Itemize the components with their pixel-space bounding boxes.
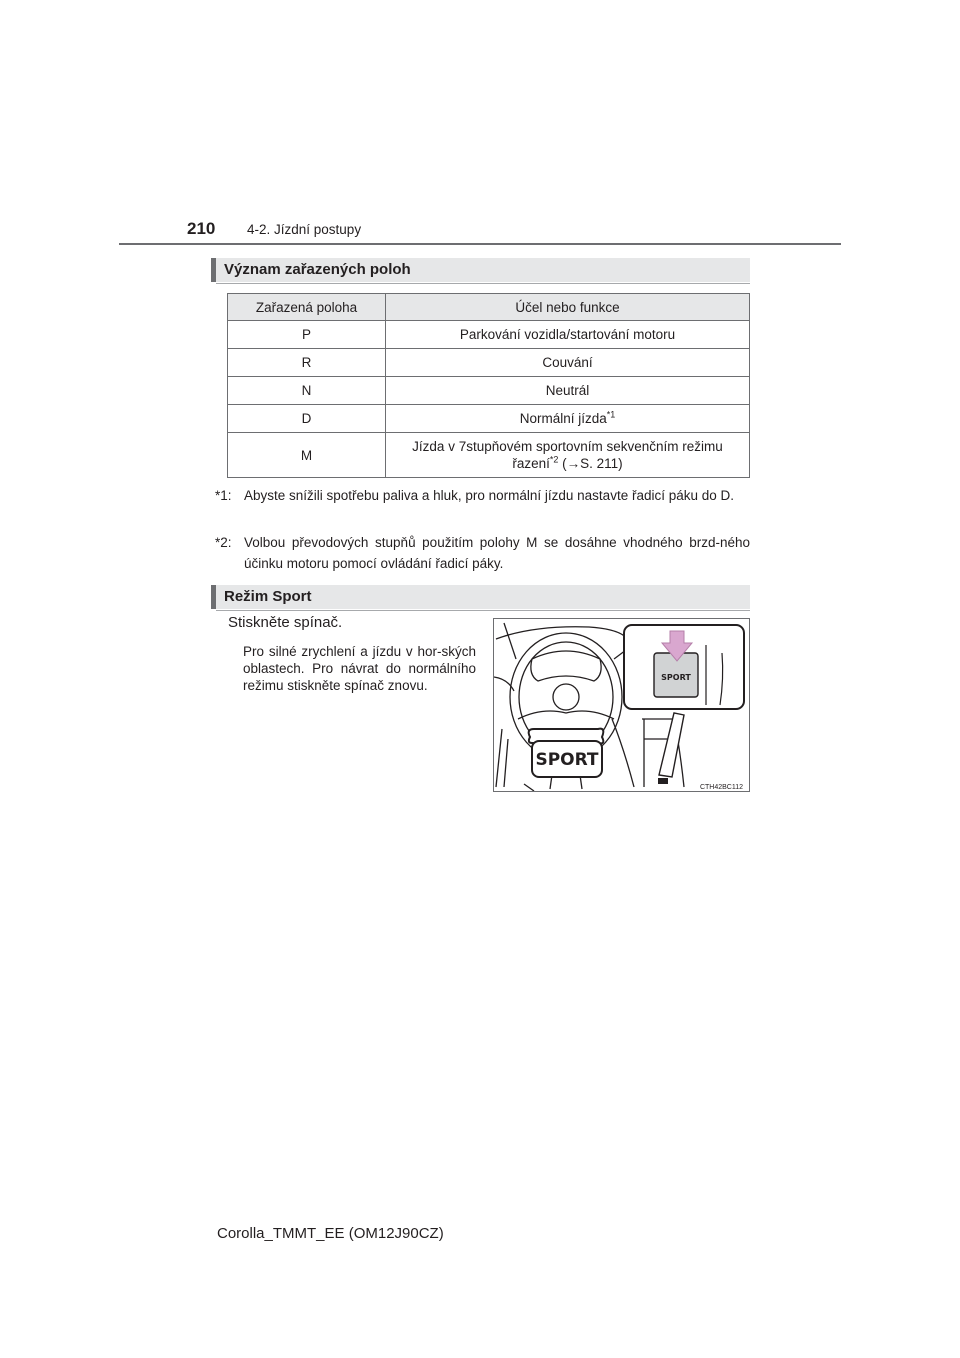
page-number: 210 — [187, 219, 216, 238]
section-title: 4-2. Jízdní postupy — [247, 222, 362, 237]
gear-position-cell: M — [228, 433, 386, 478]
sport-switch-label: SPORT — [661, 673, 691, 682]
callout-pointer — [659, 713, 684, 777]
heading-underline — [216, 283, 750, 284]
col-header-function: Účel nebo funkce — [386, 294, 750, 321]
gear-position-cell: P — [228, 321, 386, 349]
illustration-code: CTH42BC112 — [699, 784, 743, 791]
gear-positions-heading — [211, 258, 750, 282]
table-row — [228, 349, 750, 377]
sport-mode-heading-text: Režim Sport — [224, 588, 312, 605]
instruction-text: Stiskněte spínač. — [228, 614, 343, 631]
footnote-2 — [215, 532, 750, 576]
function-text: Normální jízda — [519, 411, 607, 426]
gear-function-cell — [386, 405, 750, 433]
table-row — [228, 405, 750, 433]
col-header-position: Zařazená poloha — [228, 294, 386, 321]
footnote-mark: *1: — [215, 488, 232, 503]
table-row — [228, 321, 750, 349]
function-text-line1: Jízda v 7stupňovém sportovním sekvenčním režimu — [412, 439, 723, 454]
header-rule — [119, 243, 841, 245]
footnote-text: Abyste snížili spotřebu paliva a hluk, pro normální jízdu nastavte řadicí páku do D. — [244, 488, 735, 503]
gear-position-cell: R — [228, 349, 386, 377]
table-header-row — [228, 294, 750, 321]
footnote-mark: *2: — [215, 535, 232, 550]
manual-id-footer: Corolla_TMMT_EE (OM12J90CZ) — [217, 1225, 444, 1242]
sport-mode-heading — [211, 585, 750, 609]
sport-button-position — [658, 778, 668, 784]
gear-function-cell — [386, 433, 750, 478]
gear-position-cell: N — [228, 377, 386, 405]
dashboard-drawing — [494, 619, 749, 791]
gear-function-cell: Couvání — [386, 349, 750, 377]
gear-positions-heading-text: Význam zařazených poloh — [224, 261, 411, 278]
sport-button-label: SPORT — [535, 750, 599, 770]
gear-function-cell: Neutrál — [386, 377, 750, 405]
sport-description: Pro silné zrychlení a jízdu v hor-ských oblastech. Pro návrat do normálního režimu stiskněte spínač znovu. — [243, 644, 476, 693]
gear-position-cell: D — [228, 405, 386, 433]
heading-underline — [216, 610, 750, 611]
footnote-text: Volbou převodových stupňů použitím polohy M se dosáhne vhodného brzd-ného účinku motoru pomocí ovládání řadicí páky. — [244, 535, 750, 571]
table-row — [228, 377, 750, 405]
sport-switch-illustration — [493, 618, 750, 792]
table-row — [228, 433, 750, 478]
footnote-1 — [215, 485, 750, 529]
function-text-line2: řazení — [512, 456, 550, 471]
page-reference: (→S. 211) — [562, 456, 623, 471]
gear-positions-table — [227, 293, 750, 478]
footnote-mark: *1 — [606, 409, 616, 420]
gear-function-cell: Parkování vozidla/startování motoru — [386, 321, 750, 349]
footnote-mark: *2 — [549, 454, 559, 465]
